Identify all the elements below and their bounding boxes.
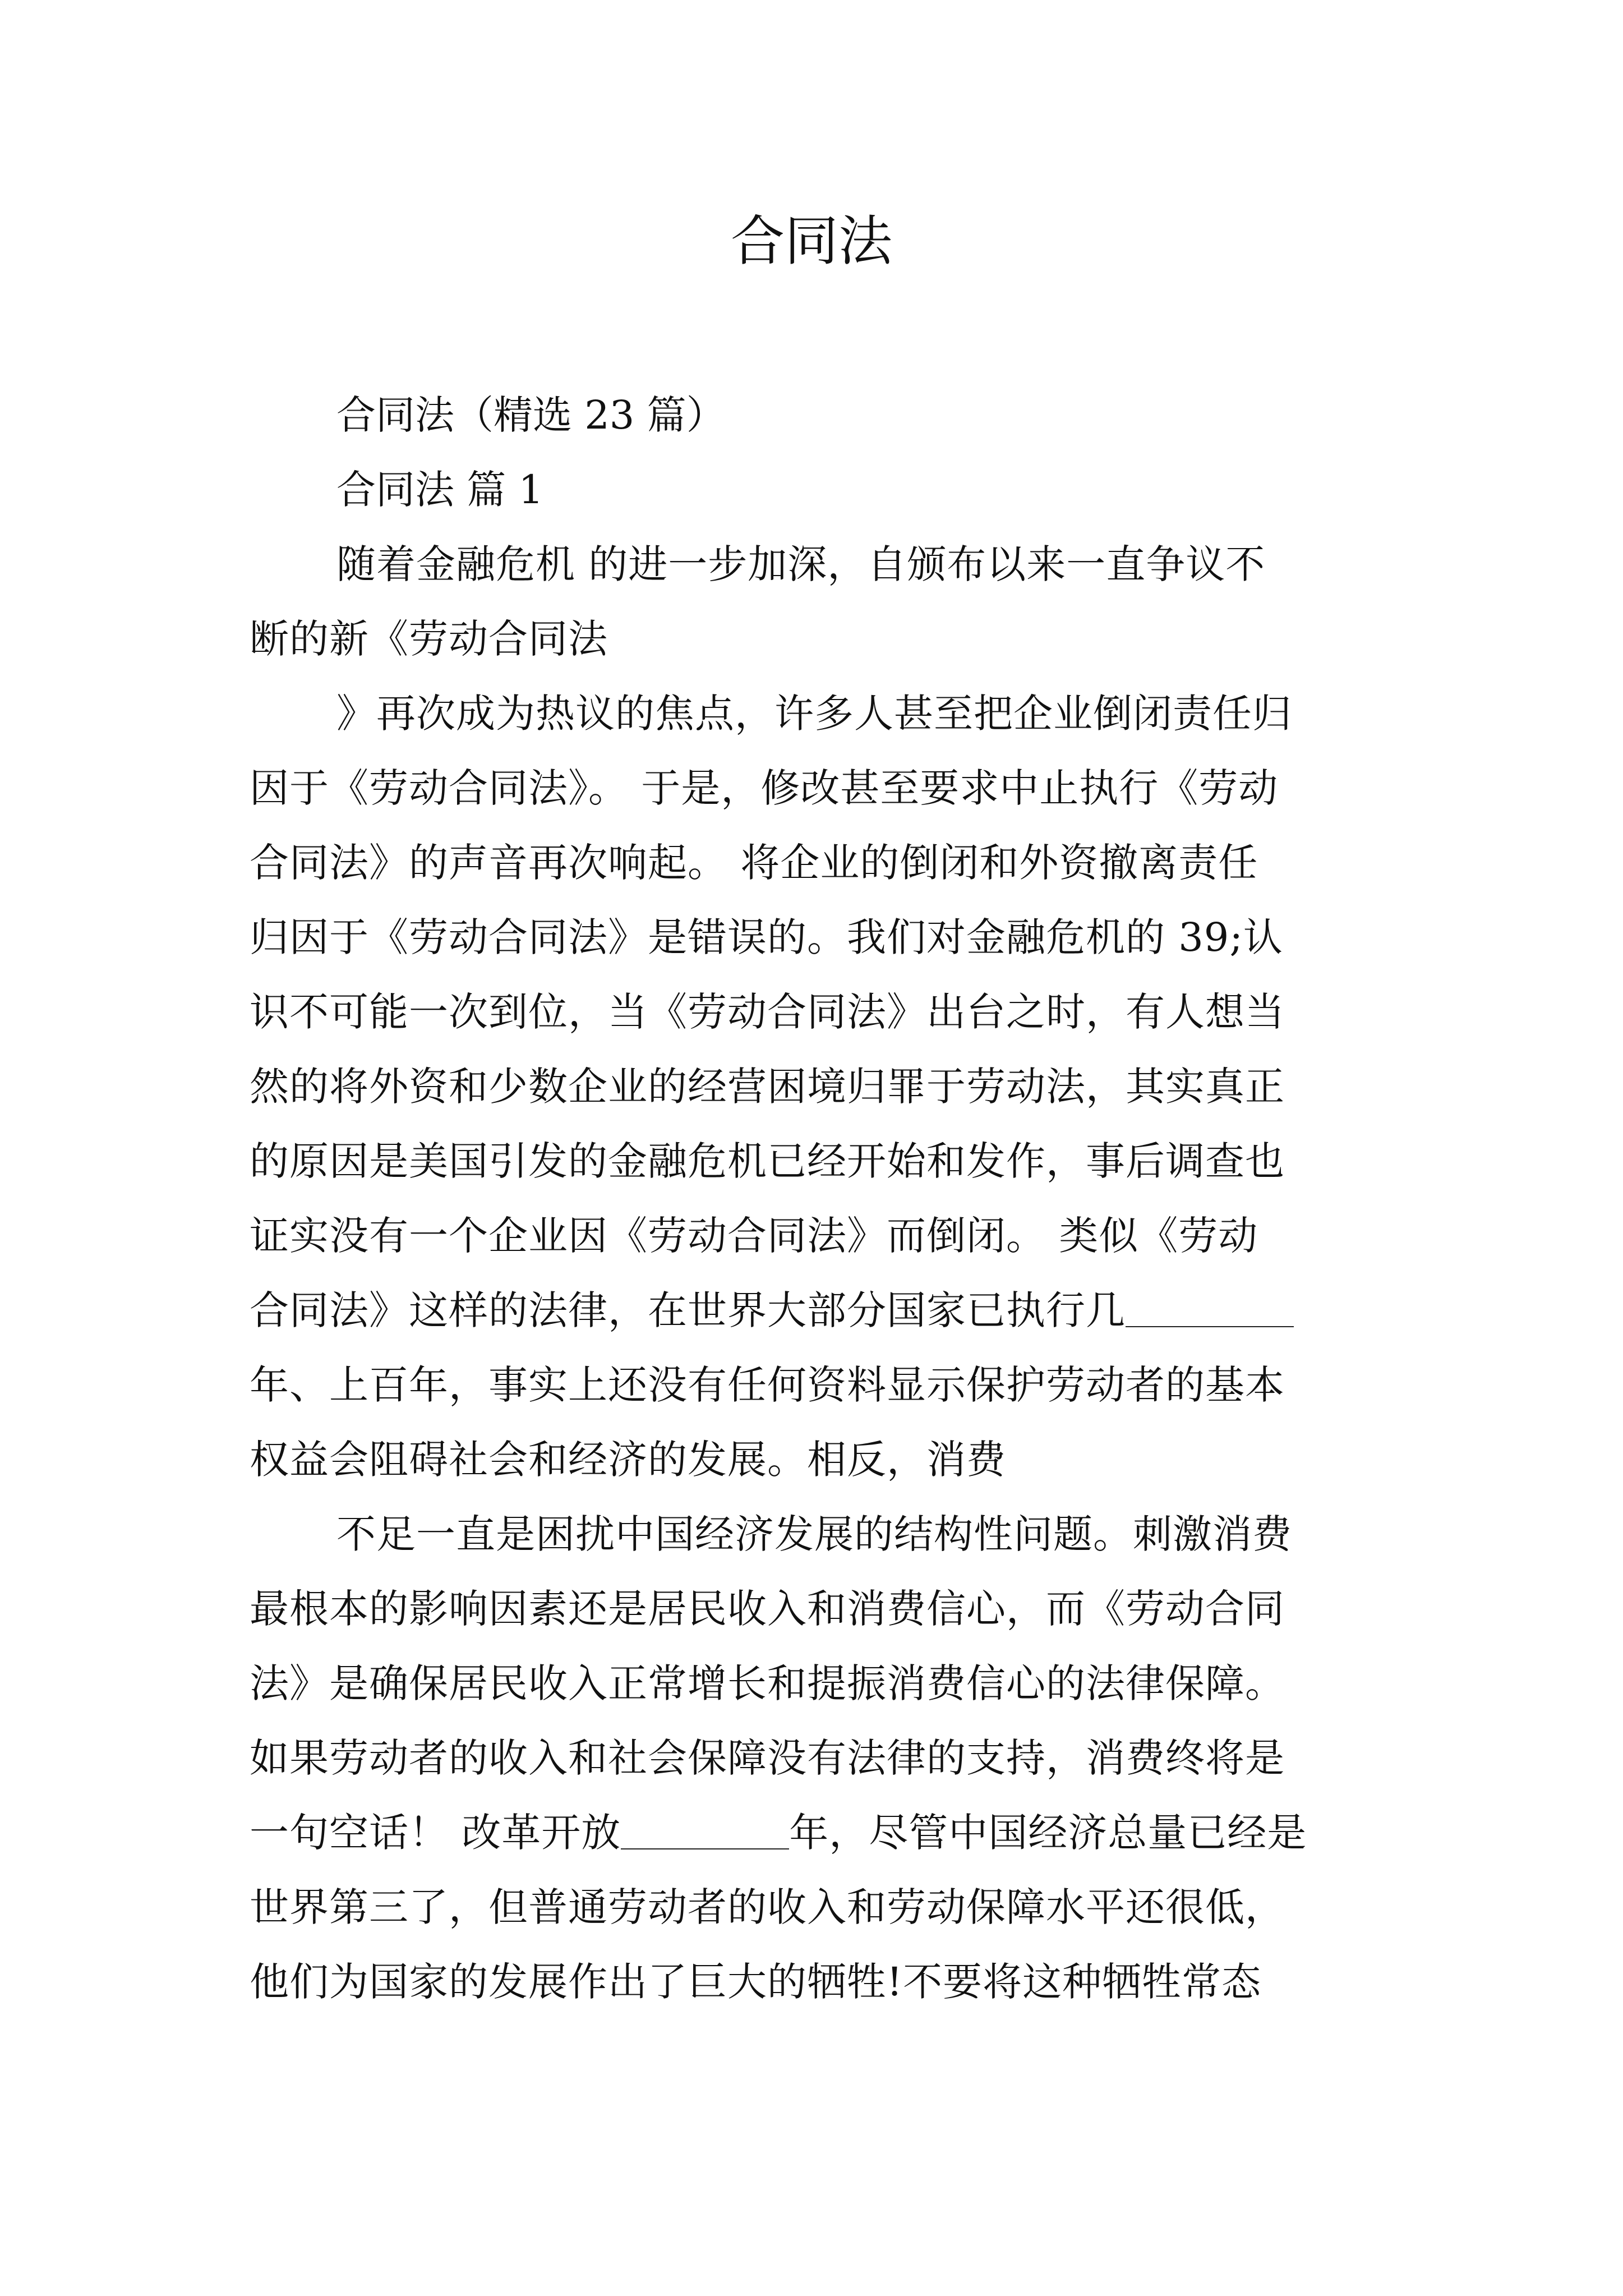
- body-line: 证实没有一个企业因《劳动合同法》而倒闭。 类似《劳动: [250, 1213, 1258, 1259]
- body-line: 随着金融危机 的进一步加深，自颁布以来一直争议不: [336, 541, 1266, 587]
- body-line: 合同法》的声音再次响起。 将企业的倒闭和外资撤离责任: [250, 840, 1258, 886]
- body-line: [250, 1805, 1307, 1861]
- body-line: 然的将外资和少数企业的经营困境归罪于劳动法，其实真正: [250, 1064, 1285, 1110]
- body-line: 》再次成为热议的焦点，许多人甚至把企业倒闭责任归: [336, 691, 1292, 737]
- body-line-text: 年，尽管中国经济总量已经是: [789, 1810, 1307, 1856]
- body-line: 不足一直是困扰中国经济发展的结构性问题。刺激消费: [336, 1511, 1292, 1557]
- body-line: 权益会阻碍社会和经济的发展。相反，消费: [250, 1437, 1006, 1483]
- body-line: 如果劳动者的收入和社会保障没有法律的支持，消费终将是: [250, 1735, 1285, 1781]
- body-line: 年、上百年，事实上还没有任何资料显示保护劳动者的基本: [250, 1362, 1285, 1408]
- body-line: 识不可能一次到位，当《劳动合同法》出台之时，有人想当: [250, 989, 1285, 1035]
- body-line: 他们为国家的发展作出了巨大的牺牲!不要将这种牺牲常态: [250, 1959, 1262, 2005]
- body-line: 因于《劳动合同法》。 于是，修改甚至要求中止执行《劳动: [250, 765, 1279, 811]
- body-line: 法》是确保居民收入正常增长和提振消费信心的法律保障。: [250, 1660, 1285, 1706]
- body-line: 最根本的影响因素还是居民收入和消费信心，而《劳动合同: [250, 1586, 1285, 1632]
- body-line-text: 一句空话！ 改革开放: [250, 1810, 621, 1856]
- fill-in-blank: [621, 1805, 789, 1849]
- document-title: 合同法: [731, 210, 892, 273]
- body-line-text: 合同法》这样的法律，在世界大部分国家已执行几: [250, 1287, 1126, 1333]
- body-line: 世界第三了，但普通劳动者的收入和劳动保障水平还很低，: [250, 1884, 1285, 1930]
- section-heading: 合同法 篇 1: [336, 467, 544, 513]
- fill-in-blank: [1126, 1282, 1294, 1327]
- body-line: [250, 1282, 1294, 1338]
- body-line: 断的新《劳动合同法: [250, 616, 608, 662]
- body-line: 的原因是美国引发的金融危机已经开始和发作，事后调查也: [250, 1138, 1285, 1184]
- body-line: 归因于《劳动合同法》是错误的。我们对金融危机的 39;认: [250, 914, 1283, 960]
- document-subtitle: 合同法（精选 23 篇）: [336, 392, 726, 438]
